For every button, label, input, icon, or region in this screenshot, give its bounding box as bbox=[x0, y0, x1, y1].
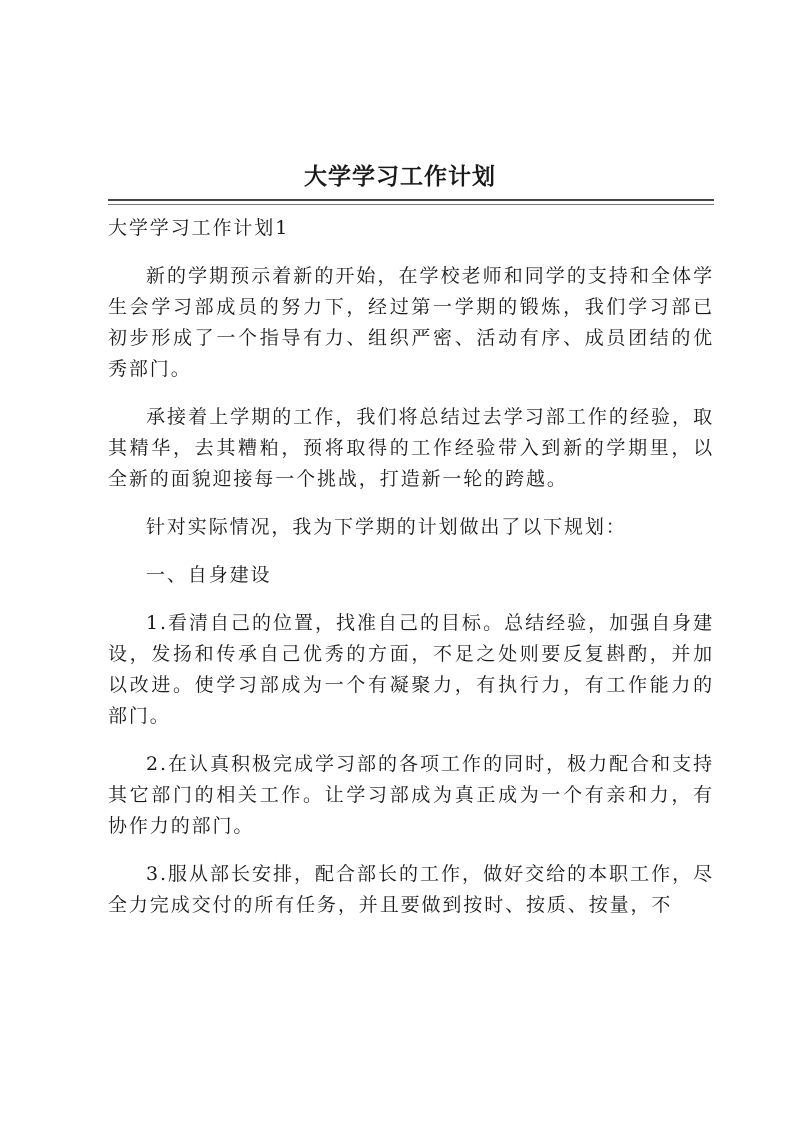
paragraph: 1.看清自己的位置，找准自己的目标。总结经验，加强自身建设，发扬和传承自己优秀的方面，不足之处则要反复斟酌，并加以改进。使学习部成为一个有凝聚力，有执行力，有工作能力的部门。 bbox=[108, 612, 714, 727]
document-body bbox=[108, 213, 714, 938]
paragraph: 2.在认真积极完成学习部的各项工作的同时，极力配合和支持其它部门的相关工作。让学习部成为真正成为一个有亲和力，有协作力的部门。 bbox=[108, 753, 714, 837]
paragraph: 新的学期预示着新的开始，在学校老师和同学的支持和全体学生会学习部成员的努力下，经过第一学期的锻炼，我们学习部已初步形成了一个指导有力、组织严密、活动有序、成员团结的优秀部门。 bbox=[108, 265, 714, 380]
title-rule-thin bbox=[108, 204, 714, 205]
title-rule-thick bbox=[108, 199, 714, 201]
document-title: 大学学习工作计划 bbox=[304, 163, 496, 190]
paragraph: 3.服从部长安排，配合部长的工作，做好交给的本职工作，尽全力完成交付的所有任务，并且要做到按时、按质、按量，不 bbox=[108, 863, 714, 916]
paragraph: 承接着上学期的工作，我们将总结过去学习部工作的经验，取其精华，去其糟粕，预将取得的工作经验带入到新的学期里，以全新的面貌迎接每一个挑战，打造新一轮的跨越。 bbox=[108, 406, 714, 490]
paragraph: 针对实际情况，我为下学期的计划做出了以下规划： bbox=[146, 516, 627, 538]
section-heading: 一、自身建设 bbox=[146, 564, 272, 586]
section-subtitle: 大学学习工作计划1 bbox=[108, 217, 290, 239]
